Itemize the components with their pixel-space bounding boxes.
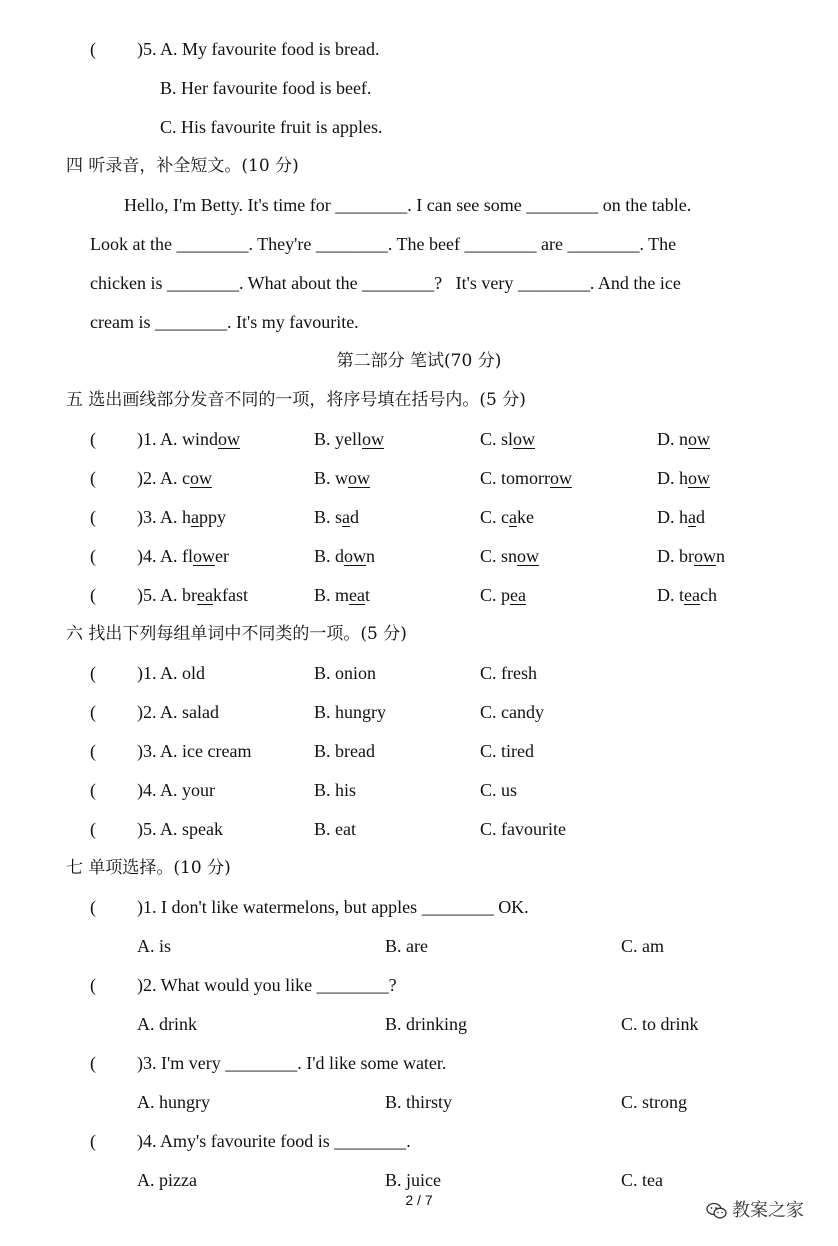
blank: ________ <box>316 975 389 995</box>
option-a: )5. A. speak <box>137 819 223 839</box>
passage-line-4: cream is ________. It's my favourite. <box>90 312 359 332</box>
option-b: B. yellow <box>314 429 384 449</box>
option-d: D. how <box>657 468 710 488</box>
underlined-part: ow <box>193 546 215 566</box>
underlined-part: ow <box>688 429 710 449</box>
option-a: )3. A. ice cream <box>137 741 252 761</box>
blank: ________ <box>526 195 599 215</box>
paren: ( <box>90 1053 96 1073</box>
underlined-part: ow <box>190 468 212 488</box>
paren: ( <box>90 780 96 800</box>
paren: ( <box>90 585 96 605</box>
underlined-part: a <box>688 507 696 527</box>
blank: ________ <box>335 195 408 215</box>
option-b: B. thirsty <box>385 1092 453 1112</box>
option-b: B. juice <box>385 1170 441 1190</box>
option-b: B. onion <box>314 663 377 683</box>
blank: ________ <box>225 1053 298 1073</box>
page-number: 2 / 7 <box>405 1192 433 1208</box>
paren: ( <box>90 741 96 761</box>
underlined-part: ow <box>694 546 716 566</box>
blank: ________ <box>315 234 388 254</box>
paren: ( <box>90 897 96 917</box>
underlined-part: ea <box>349 585 365 605</box>
option-b: B. drinking <box>385 1014 468 1034</box>
underlined-part: ea <box>197 585 213 605</box>
section-6-heading: 六 找出下列每组单词中不同类的一项。(5 分) <box>66 624 407 644</box>
option-c: C. fresh <box>480 663 537 683</box>
paren: ( <box>90 975 96 995</box>
blank: ________ <box>154 312 227 332</box>
option-a: A. hungry <box>137 1092 210 1112</box>
option-a: )1. A. old <box>137 663 206 683</box>
option-a: A. drink <box>137 1014 197 1034</box>
paren: ( <box>90 819 96 839</box>
underlined-part: ow <box>344 546 367 566</box>
question-4-stem: )4. Amy's favourite food is ________. <box>137 1131 411 1151</box>
option-c: C. cake <box>480 507 534 527</box>
underlined-part: ow <box>517 546 540 566</box>
option-d: D. teach <box>657 585 717 605</box>
option-d: D. now <box>657 429 710 449</box>
option-a: )1. A. window <box>137 429 240 449</box>
passage-line-1: Hello, I'm Betty. It's time for ________. I can see some ________ on the table. <box>124 195 692 215</box>
option-b: B. Her favourite food is beef. <box>160 78 372 98</box>
option-b: B. bread <box>314 741 375 761</box>
blank: ________ <box>421 897 494 917</box>
option-a: )2. A. cow <box>137 468 212 488</box>
underlined-part: a <box>342 507 351 527</box>
blank: ________ <box>362 273 435 293</box>
paren: ( <box>90 702 96 722</box>
option-b: B. meat <box>314 585 371 605</box>
option-c: C. tomorrow <box>480 468 572 488</box>
blank: ________ <box>517 273 590 293</box>
paren: ( <box>90 429 96 449</box>
option-c: C. pea <box>480 585 526 605</box>
paren: ( <box>90 507 96 527</box>
option-c: C. tea <box>621 1170 663 1190</box>
option-b: B. sad <box>314 507 360 527</box>
option-c: C. slow <box>480 429 536 449</box>
section-5-heading: 五 选出画线部分发音不同的一项，将序号填在括号内。(5 分) <box>66 390 526 410</box>
underlined-part: ea <box>510 585 526 605</box>
underlined-part: ow <box>218 429 240 449</box>
watermark-text: 教案之家 <box>732 1200 804 1221</box>
option-b: B. his <box>314 780 357 800</box>
underlined-part: ea <box>684 585 700 605</box>
underlined-part: ow <box>513 429 536 449</box>
blank: ________ <box>176 234 249 254</box>
option-d: D. had <box>657 507 705 527</box>
option-b: B. eat <box>314 819 356 839</box>
paren: ( <box>90 39 96 59</box>
option-a: A. is <box>137 936 172 956</box>
underlined-part: ow <box>362 429 384 449</box>
option-b: B. wow <box>314 468 371 488</box>
option-b: B. hungry <box>314 702 386 722</box>
option-c: C. strong <box>621 1092 688 1112</box>
section-4-heading: 四 听录音，补全短文。(10 分) <box>66 156 299 176</box>
passage-line-3: chicken is ________. What about the ________? It's very ________. And the ice <box>90 273 681 293</box>
watermark <box>706 1196 804 1222</box>
paren: ( <box>90 663 96 683</box>
option-c: C. us <box>480 780 518 800</box>
question-2-stem: )2. What would you like ________? <box>137 975 397 995</box>
underlined-part: ow <box>550 468 572 488</box>
option-c: C. candy <box>480 702 544 722</box>
question-1-stem: )1. I don't like watermelons, but apples ________ OK. <box>137 897 529 917</box>
blank: ________ <box>464 234 537 254</box>
option-c: C. to drink <box>621 1014 699 1034</box>
option-a: )2. A. salad <box>137 702 219 722</box>
option-c: C. His favourite fruit is apples. <box>160 117 383 137</box>
option-c: C. favourite <box>480 819 566 839</box>
underlined-part: ow <box>348 468 371 488</box>
underlined-part: ow <box>688 468 710 488</box>
option-c: C. tired <box>480 741 534 761</box>
paren: ( <box>90 1131 96 1151</box>
blank: ________ <box>166 273 239 293</box>
blank: ________ <box>334 1131 407 1151</box>
option-c: C. am <box>621 936 664 956</box>
option-a: )5. A. breakfast <box>137 585 248 605</box>
option-a: )4. A. flower <box>137 546 229 566</box>
blank: ________ <box>567 234 640 254</box>
paren: ( <box>90 468 96 488</box>
underlined-part: a <box>191 507 199 527</box>
option-a: A. pizza <box>137 1170 197 1190</box>
part-2-heading: 第二部分 笔试(70 分) <box>336 351 502 371</box>
option-b: B. are <box>385 936 428 956</box>
question-5-stem: )5. A. My favourite food is bread. <box>137 39 380 59</box>
option-a: )3. A. happy <box>137 507 226 527</box>
passage-line-2: Look at the ________. They're ________. The beef ________ are ________. The <box>90 234 677 254</box>
question-3-stem: )3. I'm very ________. I'd like some water. <box>137 1053 447 1073</box>
option-c: C. snow <box>480 546 540 566</box>
option-b: B. down <box>314 546 376 566</box>
paren: ( <box>90 546 96 566</box>
underlined-part: a <box>509 507 517 527</box>
wechat-icon <box>706 1202 728 1220</box>
option-d: D. brown <box>657 546 725 566</box>
section-7-heading: 七 单项选择。(10 分) <box>66 858 231 878</box>
option-a: )4. A. your <box>137 780 215 800</box>
